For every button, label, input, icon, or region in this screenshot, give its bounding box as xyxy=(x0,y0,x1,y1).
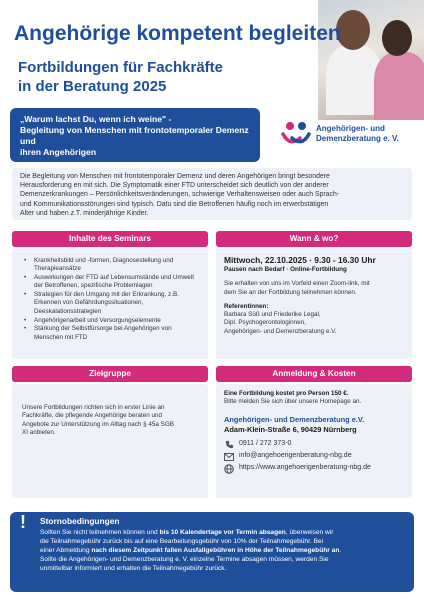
event-note: Pausen nach Bedarf · Online-Fortbildung xyxy=(224,266,347,273)
mail-icon xyxy=(224,452,234,462)
phone-number[interactable]: 0911 / 272 373-0 xyxy=(239,440,292,448)
storno-line xyxy=(40,528,406,537)
list-item: • Angehörigenarbeit und Versorgungselemente xyxy=(24,317,200,325)
intro-text xyxy=(12,168,412,220)
intro-line: Herausforderung en mit sich. Die Symptomatik einer FTD unterscheidet sich deutlich von der anderer xyxy=(20,182,329,190)
storno-highlight: nach diesem Zeitpunkt fallen Ausfallgebühren in Höhe der Teilnahmegebühr an xyxy=(91,547,340,554)
wann-box xyxy=(216,249,412,359)
anmeldung-heading: Anmeldung & Kosten xyxy=(216,366,412,382)
event-date: Mittwoch, 22.10.2025 · 9.30 - 16.30 Uhr xyxy=(224,255,376,265)
seminar-title-line: Begleitung von Menschen mit frontotemporaler Demenz und xyxy=(20,125,249,146)
speakers-line: Angehörigen- und Demenzberatung e.V. xyxy=(224,327,337,335)
intro-line: Die Begleitung von Menschen mit frontotemporaler Demenz und deren Angehörigen bringt besondere xyxy=(20,173,330,180)
zielgruppe-line: Angebote zur Unterstützung im Alltag nach § 45a SGB xyxy=(22,420,174,428)
storno-text: . xyxy=(339,547,342,554)
list-item: • Krankheitsbild und -formen, Diagnosestellung und Therapieansätze xyxy=(24,257,200,274)
zielgruppe-line: Unsere Fortbildungen richten sich in erster Linie an xyxy=(22,404,165,411)
intro-line: Alter und haben z.T. minderjährige Kinder. xyxy=(20,209,149,217)
intro-line: Demenzerkrankungen – Persönlichkeitsveränderungen, schwierige Verhaltensweisen oder auch Sprach- xyxy=(20,191,340,199)
zielgruppe-line: Fachkräfte, die pflegende Angehörige beraten und xyxy=(22,412,163,420)
storno-line xyxy=(40,546,406,555)
price-text: Eine Fortbildung kostet pro Person 150 €. xyxy=(224,390,349,397)
seminar-title-line: ihren Angehörigen xyxy=(20,147,97,157)
org-name: Angehörigen- und Demenzberatung e.V. xyxy=(224,414,365,424)
storno-line: Sollte die Angehörigen- und Demenzberatung e. V. einzelne Termine absagen müssen, werden Sie xyxy=(40,556,329,563)
subtitle-line: Fortbildungen für Fachkräfte xyxy=(18,59,224,76)
org-logo-text xyxy=(316,124,399,144)
intro-line: und Kommunikationsstörungen sind typisch. Datu sind die Betroffenen häufig noch im erwerbstätigen xyxy=(20,200,329,208)
speakers-label: Referentinnen: xyxy=(224,302,269,310)
anmeldung-box xyxy=(216,384,412,498)
alert-icon: ! xyxy=(20,512,26,532)
speakers-line: Barbara Süß und Friederike Legal, xyxy=(224,311,321,319)
list-item: • Stärkung der Selbstfürsorge bei Angehörigen von Menschen mit FTD xyxy=(24,325,200,342)
org-logo xyxy=(278,114,418,154)
speakers-line: Dipl. Psychogerontologinnen, xyxy=(224,319,306,327)
org-address: Adam-Klein-Straße 6, 90429 Nürnberg xyxy=(224,424,357,434)
seminar-title-line: „Warum lachst Du, wenn ich weine" - xyxy=(20,114,172,124)
inhalte-box xyxy=(12,249,208,359)
seminar-title-box xyxy=(10,108,260,162)
subtitle-line: in der Beratung 2025 xyxy=(18,78,167,95)
zielgruppe-box xyxy=(12,384,208,498)
storno-box xyxy=(10,512,414,592)
wann-heading: Wann & wo? xyxy=(216,231,412,247)
storno-line: unmittelbar informiert und erhalten die Teilnahmegebühr zurück. xyxy=(40,565,227,572)
storno-text: Sollten Sie nicht teilnehmen können und xyxy=(40,529,160,536)
website-link[interactable]: https://www.angehoerigenberatung-nbg.de xyxy=(239,464,371,472)
storno-text: einer Abmeldung xyxy=(40,547,92,554)
logo-line: Demenzberatung e. V. xyxy=(316,134,399,143)
zoom-info: dem Sie an der Fortbildung teilnehmen können. xyxy=(224,288,357,296)
logo-line: Angehörigen- und xyxy=(316,124,385,133)
org-logo-icon xyxy=(278,114,314,150)
inhalte-list xyxy=(12,249,208,342)
register-text: Bitte melden Sie sich über unsere Homepage an. xyxy=(224,398,362,406)
zielgruppe-heading: Zielgruppe xyxy=(12,366,208,382)
header-photo xyxy=(318,0,424,120)
storno-line: die Teilnahmegebühr zurück bis auf eine Bearbeitungsgebühr von 10% der Teilnahmegebühr. Bei xyxy=(40,538,324,545)
phone-row xyxy=(224,439,404,451)
zoom-info: Sie erhalten von uns im Vorfeld einen Zoom-link, mit xyxy=(224,280,370,288)
storno-text: , überweisen wir xyxy=(285,529,334,536)
page-subtitle xyxy=(18,58,238,96)
inhalte-heading: Inhalte des Seminars xyxy=(12,231,208,247)
email-row xyxy=(224,451,404,463)
globe-icon xyxy=(224,464,234,474)
storno-highlight: bis 10 Kalendertage vor Termin absagen xyxy=(159,529,286,536)
page-title: Angehörige kompetent begleiten xyxy=(14,22,341,45)
email-link[interactable]: info@angehoerigenberatung-nbg.de xyxy=(239,452,352,460)
zielgruppe-line: XI anbieten. xyxy=(22,428,56,436)
list-item: • Strategien für den Umgang mit der Erkrankung, z.B. Erkennen von Gefährdungssituationen, Deeskalationsstrategien xyxy=(24,291,200,316)
list-item: • Auswirkungen der FTD auf Lebensumstände und Umwelt der Betroffenen, spezifische Problemlagen xyxy=(24,274,200,291)
web-row xyxy=(224,463,404,475)
phone-icon xyxy=(224,440,234,450)
storno-heading: Stornobedingungen xyxy=(40,516,120,526)
